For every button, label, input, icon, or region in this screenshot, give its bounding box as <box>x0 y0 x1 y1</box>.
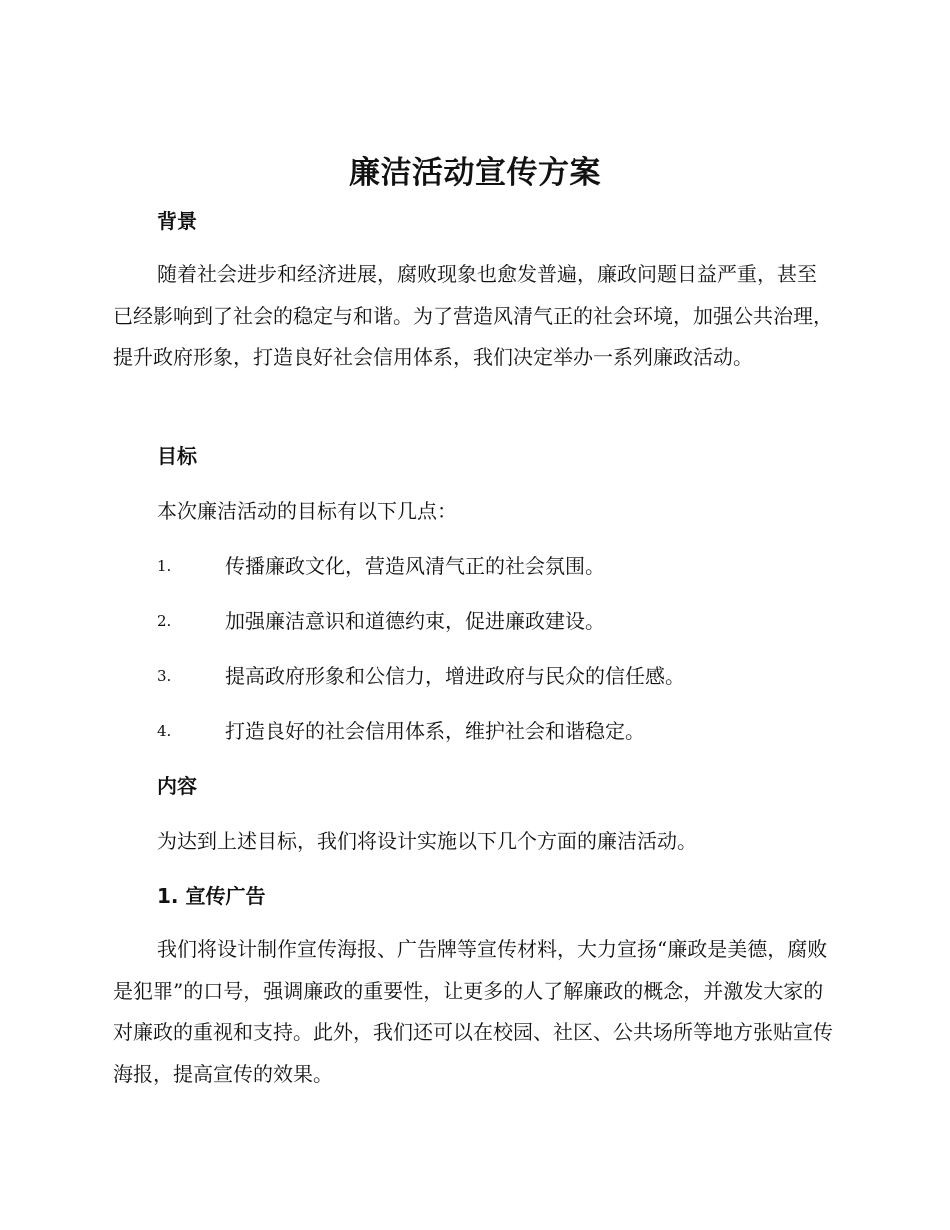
goal-list-item <box>157 606 857 636</box>
subsection-heading-advertising: 1. 宣传广告 <box>157 884 266 908</box>
list-text: 加强廉洁意识和道德约束，促进廉政建设。 <box>225 609 605 633</box>
goal-list-item <box>157 716 857 746</box>
goal-list-item <box>157 661 857 691</box>
advertising-paragraph: 我们将设计制作宣传海报、广告牌等宣传材料，大力宣扬“廉政是美德，腐败是犯罪”的口号，强调廉政的重要性，让更多的人了解廉政的概念，并激发大家的对廉政的重视和支持。此外，我们还可以在校园、社区、公共场所等地方张贴宣传海报，提高宣传的效果。 <box>113 937 833 1086</box>
section-heading-goals: 目标 <box>157 444 197 468</box>
goal-list-item <box>157 551 857 581</box>
list-number: 1. <box>157 557 172 575</box>
document-title: 廉洁活动宣传方案 <box>349 155 601 191</box>
goals-intro: 本次廉洁活动的目标有以下几点： <box>157 499 457 523</box>
content-intro: 为达到上述目标，我们将设计实施以下几个方面的廉洁活动。 <box>157 829 697 853</box>
list-number: 4. <box>157 722 172 740</box>
background-paragraph: 随着社会进步和经济进展，腐败现象也愈发普遍，廉政问题日益严重，甚至已经影响到了社会的稳定与和谐。为了营造风清气正的社会环境，加强公共治理，提升政府形象，打造良好社会信用体系，我们决定举办一系列廉政活动。 <box>113 262 833 369</box>
list-text: 打造良好的社会信用体系，维护社会和谐稳定。 <box>225 719 645 743</box>
list-text: 提高政府形象和公信力，增进政府与民众的信任感。 <box>225 664 685 688</box>
list-number: 3. <box>157 667 172 685</box>
list-text: 传播廉政文化，营造风清气正的社会氛围。 <box>225 554 605 578</box>
list-number: 2. <box>157 612 172 630</box>
section-heading-content: 内容 <box>157 774 197 798</box>
section-heading-background: 背景 <box>157 209 197 233</box>
